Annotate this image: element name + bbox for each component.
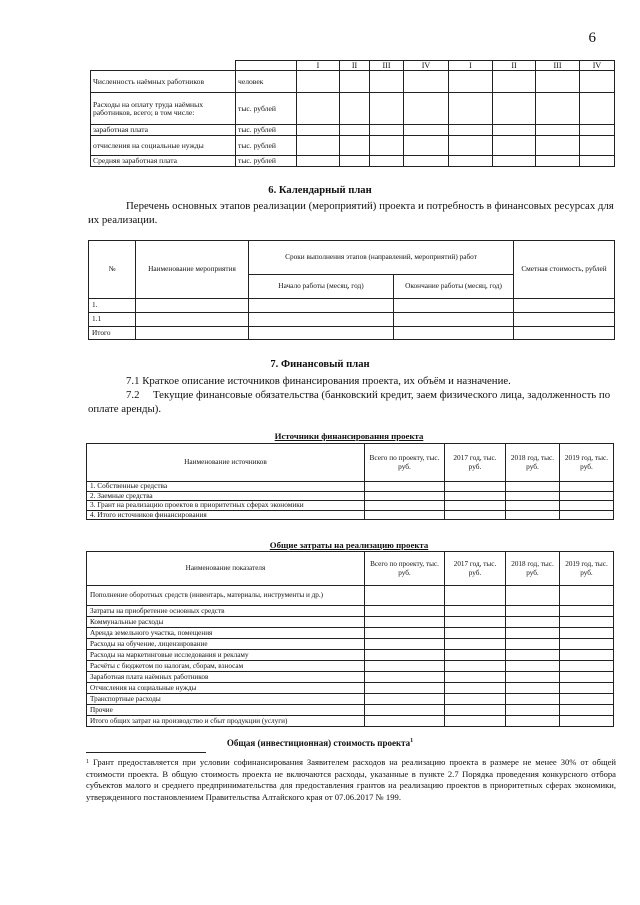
quarter-header: II [340,61,370,71]
table-row [91,125,615,136]
row-label: Заработная плата наёмных работников [87,672,365,683]
quarter-header: IV [404,61,449,71]
col-2019-header: 2019 год, тыс. руб. [560,444,614,482]
row-unit: тыс. рублей [236,93,297,125]
section-6-heading: 6. Календарный план [268,185,372,196]
table-header-row [87,552,614,586]
table-row [87,482,614,492]
col-total-header: Всего по проекту, тыс. руб. [365,552,445,586]
col-terms-header: Сроки выполнения этапов (направлений, мероприятий) работ [249,241,514,275]
table-row [87,501,614,511]
col-cost-header: Сметная стоимость, рублей [514,241,615,299]
row-label: Расходы на маркетинговые исследования и рекламу [87,650,365,661]
item-text: Текущие финансовые обязательства (банковский кредит, заем физического лица, задолженность по оплате аренды). [88,389,611,415]
col-name-header: Наименование источников [87,444,365,482]
table-row [87,617,614,628]
col-2018-header: 2018 год, тыс. руб. [506,444,560,482]
blank-cell [91,61,236,71]
table-row [91,136,615,156]
row-unit: тыс. рублей [236,156,297,167]
funding-sources-table [86,443,614,520]
row-label: Численность наёмных работников [91,71,236,93]
col-start-header: Начало работы (месяц, год) [249,275,394,299]
col-2019-header: 2019 год, тыс. руб. [560,552,614,586]
col-total-header: Всего по проекту, тыс. руб. [365,444,445,482]
col-name-header: Наименование мероприятия [136,241,249,299]
table-row [87,628,614,639]
row-label: Средняя заработная плата [91,156,236,167]
row-label: Затраты на приобретение основных средств [87,606,365,617]
table-row [87,650,614,661]
table-row [87,694,614,705]
col-2018-header: 2018 год, тыс. руб. [506,552,560,586]
row-label: Аренда земельного участка, помещения [87,628,365,639]
row-number: 1. [89,299,136,313]
table-row [87,586,614,606]
row-unit: человек [236,71,297,93]
footnote-marker: 1 [86,759,89,765]
quarter-header: III [536,61,580,71]
table-row [89,313,615,327]
row-label: Расчёты с бюджетом по налогам, сборам, взносам [87,661,365,672]
row-number: 1.1 [89,313,136,327]
section-7-heading: 7. Финансовый план [270,359,370,370]
col-name-header: Наименование показателя [87,552,365,586]
footnote-text: Грант предоставляется при условии софинансирования Заявителем расходов на реализацию проекта в размере не менее 30% от общей стоимости проекта. В общую стоимость проекта не включаются расходы, указанные в пункте 2.7 Порядка проведения конкурсного отбора субъектов малого и среднего предпринимательства для предоставления грантов на реализацию проектов в приоритетных сферах экономики, утвержденного постановлением Правительства Алтайского края от 07.06.2017 № 199. [86,757,616,802]
table-row [87,672,614,683]
table-row [87,705,614,716]
table-row [89,299,615,313]
section-7-item-2 [88,388,618,416]
quarter-header: IV [580,61,615,71]
footnote-divider [86,752,206,753]
section-7-item-1: 7.1 Краткое описание источников финансирования проекта, их объём и назначение. [126,375,511,387]
row-label: Коммунальные расходы [87,617,365,628]
row-unit: тыс. рублей [236,125,297,136]
quarter-header: III [370,61,404,71]
row-label: 1. Собственные средства [87,482,365,492]
row-number: Итого [89,327,136,340]
page-number: 6 [588,30,596,46]
footnote-ref: 1 [410,738,414,744]
total-costs-caption: Общие затраты на реализацию проекта [269,540,429,550]
table-row [87,716,614,727]
row-label: Расходы на оплату труда наёмных работников, всего; в том числе: [91,93,236,125]
table-row [87,661,614,672]
staff-wages-table [90,60,615,167]
col-2017-header: 2017 год, тыс. руб. [445,444,506,482]
row-label: заработная плата [91,125,236,136]
investment-cost-heading [0,738,640,748]
funding-sources-caption: Источники финансирования проекта [274,431,424,441]
row-label: Расходы на обучение, лицензирование [87,639,365,650]
col-2017-header: 2017 год, тыс. руб. [445,552,506,586]
table-row [89,327,615,340]
row-label: 3. Грант на реализацию проектов в приоритетных сферах экономики [87,501,365,511]
calendar-plan-table [88,240,615,340]
quarter-header: I [297,61,340,71]
row-label: Итого общих затрат на производство и сбыт продукции (услуги) [87,716,365,727]
table-row [91,71,615,93]
col-end-header: Окончание работы (месяц, год) [394,275,514,299]
table-row [91,93,615,125]
table-row [91,156,615,167]
row-label: Транспортные расходы [87,694,365,705]
col-number-header: № [89,241,136,299]
total-costs-table [86,551,614,727]
table-header-row [89,241,615,275]
blank-cell [236,61,297,71]
row-label: 2. Заемные средства [87,491,365,501]
row-label: отчисления на социальные нужды [91,136,236,156]
table-row [87,491,614,501]
row-label: 4. Итого источников финансирования [87,510,365,520]
table-row [87,510,614,520]
item-number: 7.2 [126,389,140,401]
table-row [87,606,614,617]
quarter-header: II [493,61,536,71]
table-header-row [87,444,614,482]
section-6-text: Перечень основных этапов реализации (мероприятий) проекта и потребность в финансовых ресурсах для их реализации. [88,200,614,226]
row-label: Прочие [87,705,365,716]
row-unit: тыс. рублей [236,136,297,156]
table-row [87,639,614,650]
row-label: Отчисления на социальные нужды [87,683,365,694]
quarter-header: I [449,61,493,71]
table-row [87,683,614,694]
investment-heading-text: Общая (инвестиционная) стоимость проекта [226,738,411,748]
quarter-header-row [91,61,615,71]
row-label: Пополнение оборотных средств (инвентарь, материалы, инструменты и др.) [87,586,365,606]
footnote [86,757,616,803]
